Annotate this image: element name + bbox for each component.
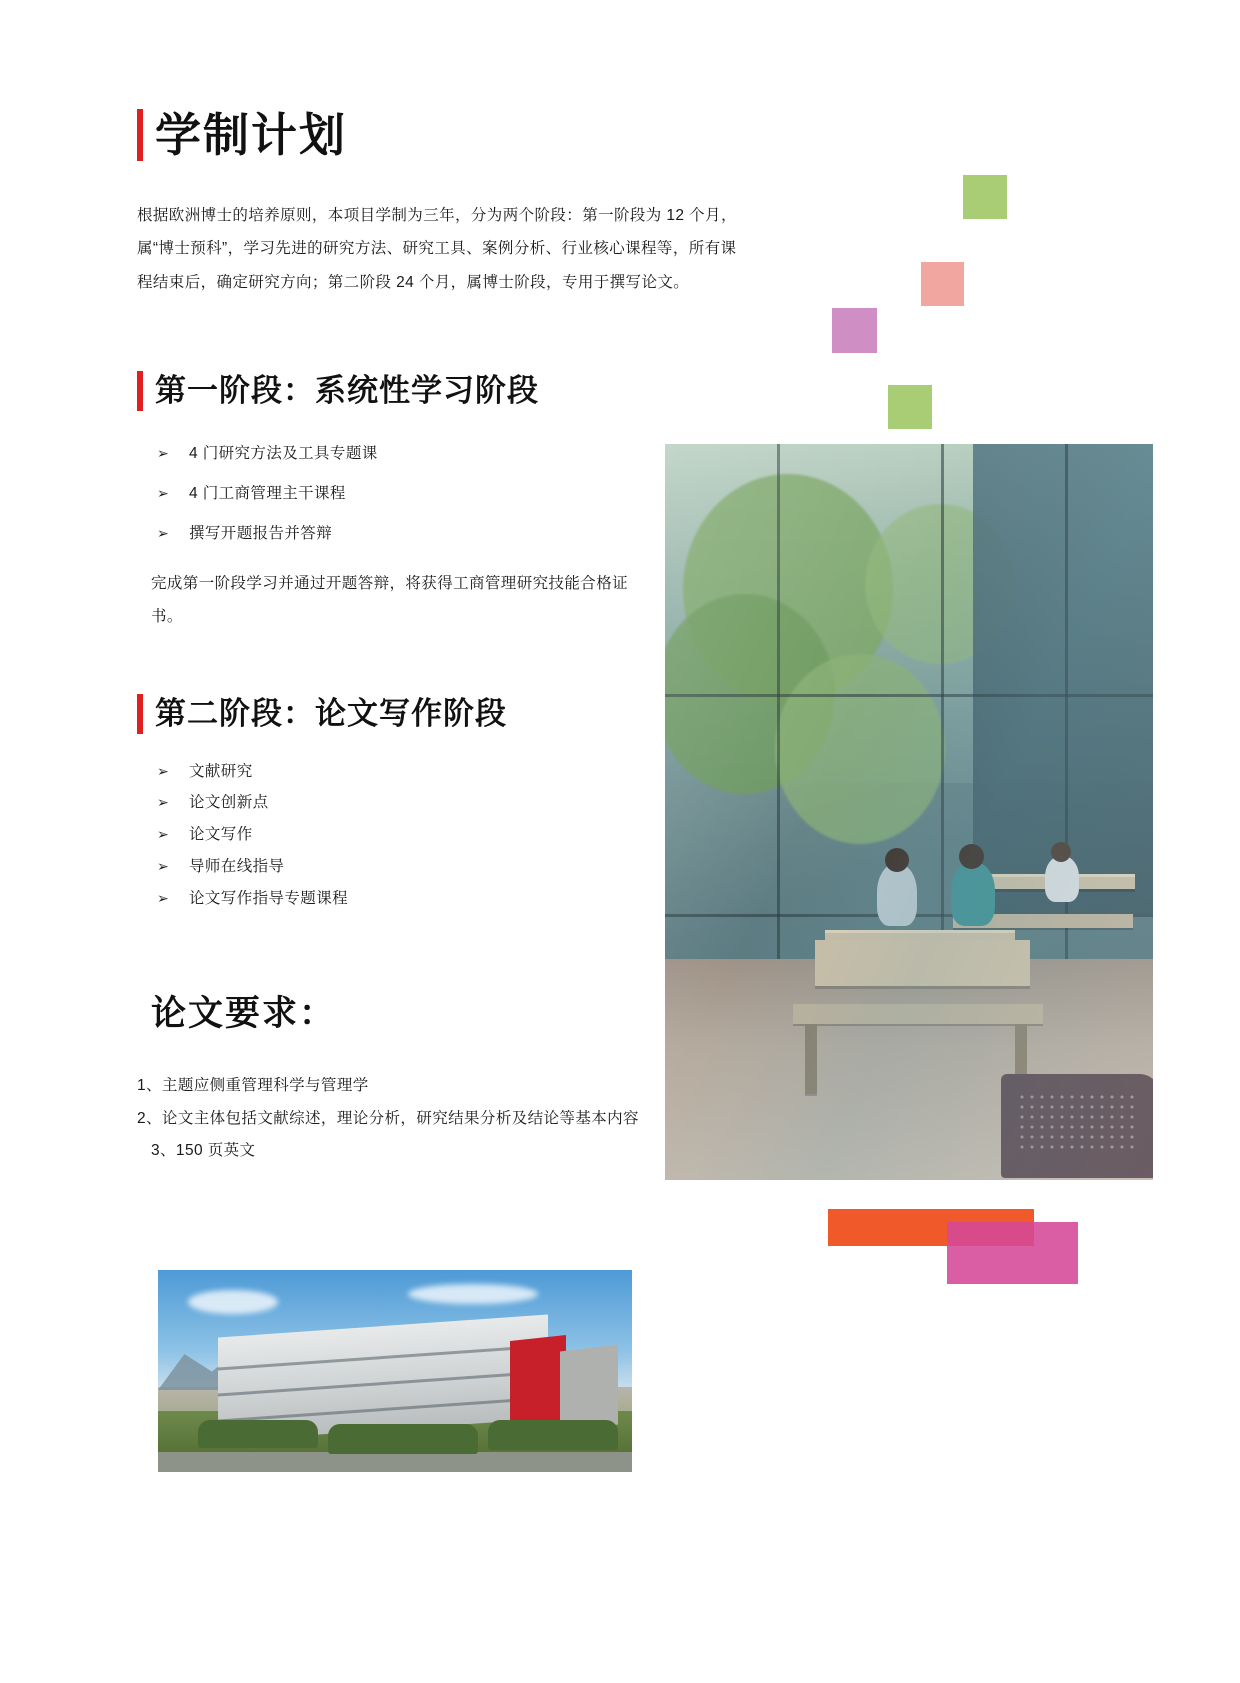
campus-building-image — [158, 1270, 632, 1472]
requirement-item-2: 2、论文主体包括文献综述，理论分析，研究结果分析及结论等基本内容 — [137, 1109, 639, 1127]
section-1-heading-text: 第一阶段：系统性学习阶段 — [155, 372, 539, 408]
chevron-bullet-icon: ➢ — [157, 762, 170, 779]
list-item-label: 论文写作 — [189, 826, 253, 844]
section-1-accent-rule — [137, 371, 143, 411]
chevron-bullet-icon: ➢ — [157, 444, 170, 461]
list-item-label: 4 门研究方法及工具专题课 — [189, 444, 378, 462]
section-2-heading-text: 第二阶段：论文写作阶段 — [155, 695, 507, 731]
decor-square-pink — [921, 262, 964, 306]
list-item — [137, 883, 657, 915]
image-hedge — [198, 1420, 318, 1448]
phase-1-bullet-list — [137, 441, 657, 543]
phase-1-note: 完成第一阶段学习并通过开题答辩，将获得工商管理研究技能合格证书。 — [151, 574, 629, 626]
list-item-label: 文献研究 — [189, 762, 253, 780]
requirements-list — [137, 1070, 657, 1168]
page-title-text: 学制计划 — [155, 108, 347, 161]
page-title — [137, 105, 657, 165]
content-column — [137, 0, 737, 1168]
chevron-bullet-icon: ➢ — [157, 484, 170, 501]
intro-paragraph: 根据欧洲博士的培养原则，本项目学制为三年，分为两个阶段：第一阶段为 12 个月，属“博士预科”，学习先进的研究方法、研究工具、案例分析、行业核心课程等，所有课程结束后，确定研究方向；第二阶段 24 个月，属博士阶段，专用于撰写论文。 — [137, 207, 737, 291]
section-heading-phase-2 — [137, 692, 657, 736]
decor-square-green-top — [963, 175, 1007, 219]
chevron-bullet-icon: ➢ — [157, 826, 170, 843]
list-item — [137, 756, 657, 788]
list-item-label: 论文写作指导专题课程 — [189, 889, 349, 907]
list-item-label: 论文创新点 — [189, 794, 269, 812]
chevron-bullet-icon: ➢ — [157, 524, 170, 541]
image-grey-wing — [560, 1344, 618, 1431]
requirement-item-3: 3、150 页英文 — [151, 1142, 256, 1160]
image-road — [158, 1452, 632, 1472]
chevron-bullet-icon: ➢ — [157, 889, 170, 906]
list-item — [137, 787, 657, 819]
phase-2-bullet-list — [137, 756, 657, 915]
decor-bar-magenta — [947, 1222, 1078, 1284]
list-item — [137, 441, 657, 463]
image-hedge — [328, 1424, 478, 1454]
list-item-label: 4 门工商管理主干课程 — [189, 484, 346, 502]
decor-square-violet — [832, 308, 877, 353]
requirement-item-1: 1、主题应侧重管理科学与管理学 — [137, 1077, 369, 1095]
list-item-label: 导师在线指导 — [189, 857, 285, 875]
list-item — [137, 851, 657, 883]
chevron-bullet-icon: ➢ — [157, 857, 170, 874]
image-red-facade — [510, 1335, 566, 1427]
list-item — [137, 521, 657, 543]
image-glass-reflection — [665, 444, 1153, 1180]
chevron-bullet-icon: ➢ — [157, 794, 170, 811]
title-accent-rule — [137, 109, 143, 161]
list-item — [137, 481, 657, 503]
image-cloud — [188, 1290, 278, 1314]
requirements-heading: 论文要求： — [151, 994, 337, 1034]
decor-square-green-bottom — [888, 385, 932, 429]
section-2-accent-rule — [137, 694, 143, 734]
image-hedge — [488, 1420, 618, 1450]
image-cloud — [408, 1284, 538, 1304]
campus-courtyard-image — [665, 444, 1153, 1180]
list-item — [137, 819, 657, 851]
list-item-label: 撰写开题报告并答辩 — [189, 524, 333, 542]
section-heading-phase-1 — [137, 369, 657, 413]
